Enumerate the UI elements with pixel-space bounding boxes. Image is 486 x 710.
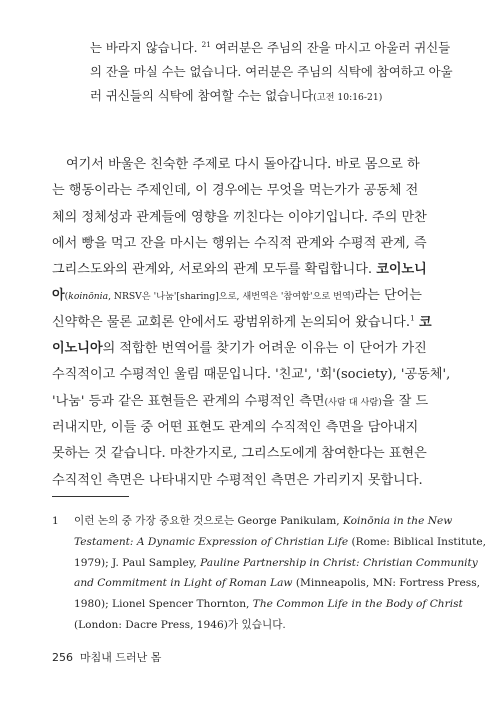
- quote-text: 여러분은 주님의 잔을 마시고 아울러 귀신들: [215, 40, 451, 55]
- quote-line: [90, 36, 451, 60]
- footnote-line: (London: Dacre Press, 1946)가 있습니다.: [74, 618, 286, 631]
- term-koinonia: 아: [52, 288, 65, 304]
- paragraph-text: 의 적합한 번역어를 찾기가 어려운 이유는 이 단어가 가진: [102, 341, 427, 357]
- footnote-number: 1: [52, 515, 59, 527]
- paragraph-line: [52, 257, 427, 283]
- footnote-line: 이런 논의 중 가장 중요한 것으로는 George Panikulam, Koinōnia in the New: [74, 515, 453, 527]
- page-number: 256: [52, 651, 73, 664]
- paragraph-line: 는 행동이라는 주제인데, 이 경우에는 무엇을 먹는가가 공동체 전: [52, 183, 419, 199]
- footnote-line: 1979); J. Paul Sampley, Pauline Partnership in Christ: Christian Community: [74, 556, 478, 569]
- quote-text: 는 바라지 않습니다.: [90, 40, 198, 55]
- paragraph-line: 체의 정체성과 관계들에 영향을 끼친다는 이야기입니다. 주의 만찬: [52, 209, 427, 225]
- paragraph-line: 수직적이고 수평적인 울림 때문입니다. '친교', '회'(society), '공동체',: [52, 367, 451, 383]
- paragraph-text: 라는 단어는: [354, 288, 422, 304]
- footnote-line: 1980); Lionel Spencer Thornton, The Common Life in the Body of Christ: [74, 598, 463, 611]
- quote-line: [90, 84, 410, 108]
- paragraph-line: 에서 빵을 먹고 잔을 마시는 행위는 수직적 관계와 수평적 관계, 즉: [52, 235, 427, 251]
- book-title-italic: The Common Life in the Body of Christ: [252, 598, 463, 611]
- book-title-italic: Pauline Partnership in Christ: Christian Community: [200, 556, 478, 569]
- body-paragraph: [52, 152, 451, 494]
- page-footer: [52, 650, 161, 666]
- footnote-line: and Commitment in Light of Roman Law (Minneapolis, MN: Fortress Press,: [74, 577, 480, 590]
- paragraph-line: [52, 310, 432, 336]
- paragraph-text: 을 잘 드: [381, 393, 429, 409]
- footnote-line: Testament: A Dynamic Expression of Christian Life (Rome: Biblical Institute,: [74, 535, 486, 548]
- block-quote: [90, 36, 453, 108]
- inline-note: (사람 대 사람): [324, 396, 382, 408]
- quote-line: 의 잔을 마실 수는 없습니다. 여러분은 주님의 식탁에 참여하고 아울: [90, 64, 453, 79]
- book-title-italic: and Commitment in Light of Roman Law: [74, 577, 293, 590]
- footnote-divider: [52, 496, 129, 497]
- book-title-italic: Testament: A Dynamic Expression of Christian Life: [74, 535, 349, 548]
- paragraph-line: [52, 336, 427, 362]
- paragraph-line: 러내지만, 이들 중 어떤 표현도 관계의 수직적인 측면을 담아내지: [52, 419, 419, 435]
- verse-number: 21: [201, 39, 212, 49]
- translation-note: (koinōnia, NRSV은 '나눔'[sharing]으로, 새번역은 '참여함'으로 번역): [64, 291, 355, 303]
- paragraph-text: '나눔' 등과 같은 표현들은 관계의 수평적인 측면: [52, 393, 325, 409]
- book-title-italic: Koinōnia in the New: [342, 515, 453, 527]
- footnote-marker: 1: [410, 313, 415, 323]
- footnote: [52, 511, 486, 636]
- term-koinonia: 이노니아: [52, 341, 103, 357]
- paragraph-line: [52, 389, 429, 415]
- paragraph-line: 여기서 바울은 친숙한 주제로 다시 돌아갑니다. 바로 몸으로 하: [66, 157, 420, 172]
- quote-text: 러 귀신들의 식탁에 참여할 수는 없습니다: [90, 88, 314, 103]
- scripture-reference: (고전 10:16-21): [313, 92, 383, 103]
- paragraph-line: 수직적인 측면은 나타내지만 수평적인 측면은 가리키지 못합니다.: [52, 472, 423, 488]
- paragraph-line: 못하는 것 같습니다. 마찬가지로, 그리스도에게 참여한다는 표현은: [52, 446, 427, 462]
- paragraph-text: 신약학은 물론 교회론 안에서도 광범위하게 논의되어 왔습니다.: [52, 314, 410, 330]
- term-koinonia: 코이노니: [376, 262, 427, 278]
- running-title: 마침내 드러난 몸: [80, 651, 162, 664]
- term-koinonia: 코: [418, 314, 432, 330]
- paragraph-text: 그리스도와의 관계와, 서로와의 관계 모두를 확립합니다.: [52, 262, 373, 278]
- paragraph-line: [52, 283, 422, 309]
